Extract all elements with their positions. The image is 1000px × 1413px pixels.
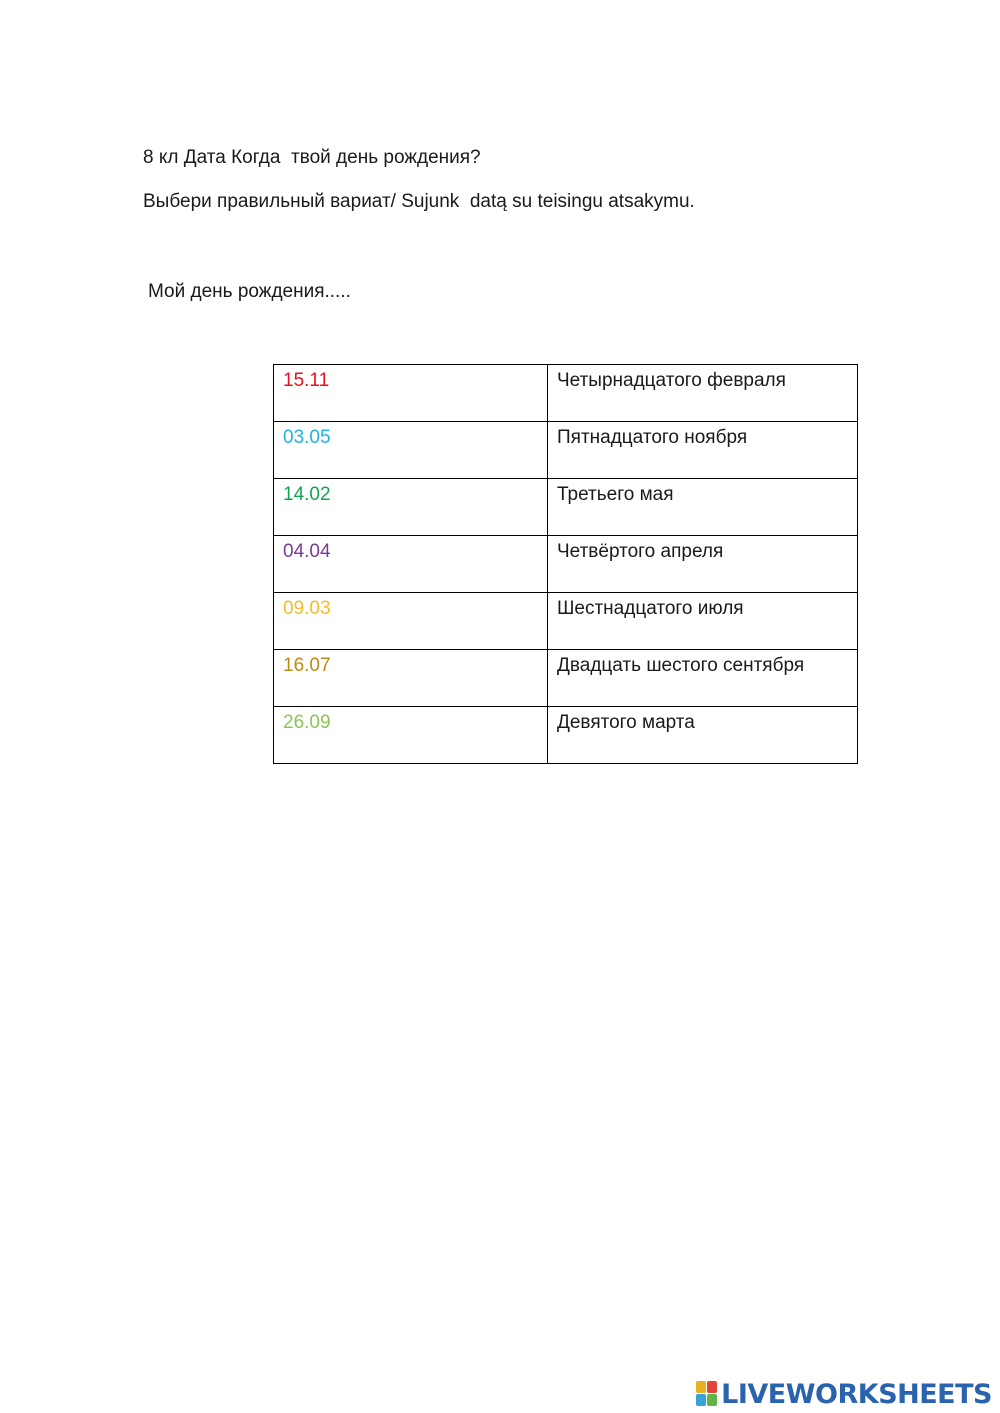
date-value: 26.09 bbox=[283, 712, 331, 733]
date-words: Пятнадцатого ноября bbox=[557, 427, 748, 448]
date-words-cell[interactable] bbox=[548, 365, 858, 422]
date-value: 16.07 bbox=[283, 655, 331, 676]
table-row bbox=[274, 707, 858, 764]
table-row bbox=[274, 365, 858, 422]
date-cell[interactable] bbox=[274, 707, 548, 764]
date-words: Двадцать шестого сентября bbox=[557, 655, 805, 676]
date-words: Шестнадцатого июля bbox=[557, 598, 744, 619]
date-words-cell[interactable] bbox=[548, 593, 858, 650]
brand-name: LIVEWORKSHEETS bbox=[721, 1378, 992, 1410]
date-words-cell[interactable] bbox=[548, 479, 858, 536]
date-value: 04.04 bbox=[283, 541, 331, 562]
prompt-text: Мой день рождения..... bbox=[148, 281, 351, 302]
worksheet-instruction: Выбери правильный вариат/ Sujunk datą su teisingu atsakymu. bbox=[143, 191, 695, 212]
worksheet-title: 8 кл Дата Когда твой день рождения? bbox=[143, 147, 481, 168]
date-cell[interactable] bbox=[274, 365, 548, 422]
date-words-cell[interactable] bbox=[548, 707, 858, 764]
date-value: 03.05 bbox=[283, 427, 331, 448]
date-cell[interactable] bbox=[274, 422, 548, 479]
date-cell[interactable] bbox=[274, 479, 548, 536]
date-words: Четырнадцатого февраля bbox=[557, 370, 786, 391]
liveworksheets-branding bbox=[696, 1378, 992, 1410]
table-row bbox=[274, 593, 858, 650]
table-row bbox=[274, 422, 858, 479]
date-cell[interactable] bbox=[274, 593, 548, 650]
date-words-cell[interactable] bbox=[548, 536, 858, 593]
date-value: 09.03 bbox=[283, 598, 331, 619]
matching-table bbox=[273, 364, 858, 764]
date-words: Третьего мая bbox=[557, 484, 674, 505]
date-value: 14.02 bbox=[283, 484, 331, 505]
date-cell[interactable] bbox=[274, 536, 548, 593]
date-cell[interactable] bbox=[274, 650, 548, 707]
table-row bbox=[274, 650, 858, 707]
table-row bbox=[274, 479, 858, 536]
date-words: Девятого марта bbox=[557, 712, 695, 733]
date-words: Четвёртого апреля bbox=[557, 541, 724, 562]
date-words-cell[interactable] bbox=[548, 650, 858, 707]
date-value: 15.11 bbox=[283, 370, 330, 391]
liveworksheets-logo-icon bbox=[696, 1381, 718, 1407]
date-words-cell[interactable] bbox=[548, 422, 858, 479]
table-row bbox=[274, 536, 858, 593]
